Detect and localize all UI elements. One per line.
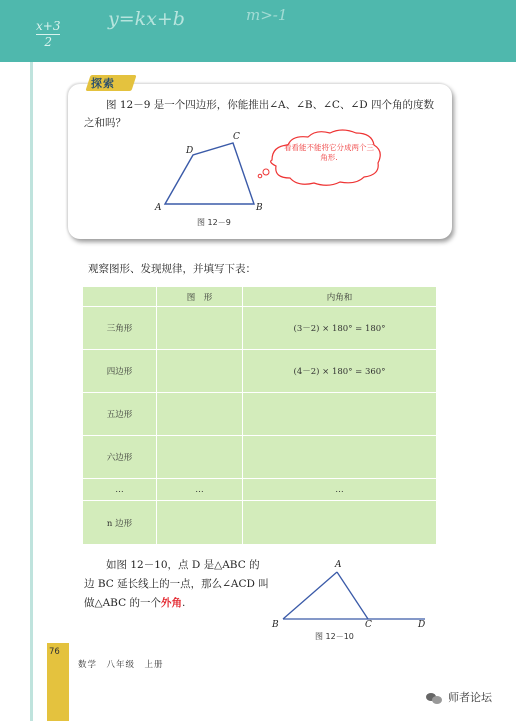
- exterior-angle-definition: [84, 556, 269, 613]
- row-name: n 边形: [83, 501, 157, 545]
- shape-cell: …: [157, 479, 243, 501]
- thought-bubble-dot-small: [258, 174, 262, 178]
- point-label-c2: C: [365, 620, 372, 630]
- explore-tag-label: 探索: [91, 77, 115, 90]
- polygon-table: [82, 286, 437, 545]
- header-formula-fraction: x+3 2: [36, 19, 61, 49]
- angle-sum: [243, 436, 437, 479]
- point-label-b2: B: [272, 620, 279, 630]
- row-name: 三角形: [83, 307, 157, 350]
- observe-instruction: 观察图形、发现规律，并填写下表：: [88, 263, 256, 275]
- watermark-text: 师者论坛: [448, 691, 492, 704]
- table-row: [83, 350, 437, 393]
- thought-bubble-text: 看看能不能将它分成两个三角形.: [284, 143, 374, 162]
- angle-sum: [243, 393, 437, 436]
- angle-sum: (3－2) × 180° = 180°: [243, 307, 437, 350]
- point-label-a: A: [155, 203, 162, 213]
- exterior-angle-term: 外角: [160, 597, 182, 609]
- point-label-d: D: [186, 146, 194, 156]
- definition-text: 如图 12－10，点 D 是△ABC 的边 BC 延长线上的一点，那么∠ACD 叫做△ABC 的一个: [84, 559, 269, 609]
- book-title: 数学 八年级 上册: [78, 660, 164, 670]
- table-header-row: [83, 287, 437, 307]
- point-label-b: B: [256, 203, 263, 213]
- explore-question: 图 12－9 是一个四边形，你能推出∠A、∠B、∠C、∠D 四个角的度数之和吗？: [84, 99, 434, 129]
- table-row: [83, 436, 437, 479]
- row-name: 六边形: [83, 436, 157, 479]
- row-name: …: [83, 479, 157, 501]
- definition-end: .: [181, 597, 186, 609]
- header-cell-blank: [83, 287, 157, 307]
- header-formula-ineq: m>-1: [246, 6, 288, 24]
- figure-caption-12-9: 图 12－9: [197, 218, 231, 227]
- angle-sum: [243, 501, 437, 545]
- table-row: [83, 479, 437, 501]
- angle-sum: …: [243, 479, 437, 501]
- shape-cell: [157, 307, 243, 350]
- thought-bubble-dot-large: [263, 169, 269, 175]
- row-name: 五边形: [83, 393, 157, 436]
- watermark-icon: [426, 693, 442, 704]
- page-number: 76: [49, 647, 60, 657]
- header-cell-angle-sum: 内角和: [243, 287, 437, 307]
- angle-sum: (4－2) × 180° = 360°: [243, 350, 437, 393]
- table-row: [83, 307, 437, 350]
- shape-cell: [157, 436, 243, 479]
- row-name: 四边形: [83, 350, 157, 393]
- table-row: [83, 501, 437, 545]
- shape-cell: [157, 393, 243, 436]
- point-label-c: C: [233, 132, 240, 142]
- side-ac: [337, 572, 368, 619]
- shape-cell: [157, 501, 243, 545]
- header-cell-shape: 图 形: [157, 287, 243, 307]
- point-label-d2: D: [418, 620, 426, 630]
- header-formula-line: y=kx+b: [108, 8, 185, 30]
- figure-caption-12-10: 图 12－10: [315, 632, 354, 641]
- quadrilateral-figure: [165, 143, 254, 204]
- side-ba: [283, 572, 337, 619]
- point-label-a2: A: [335, 560, 342, 570]
- shape-cell: [157, 350, 243, 393]
- table-row: [83, 393, 437, 436]
